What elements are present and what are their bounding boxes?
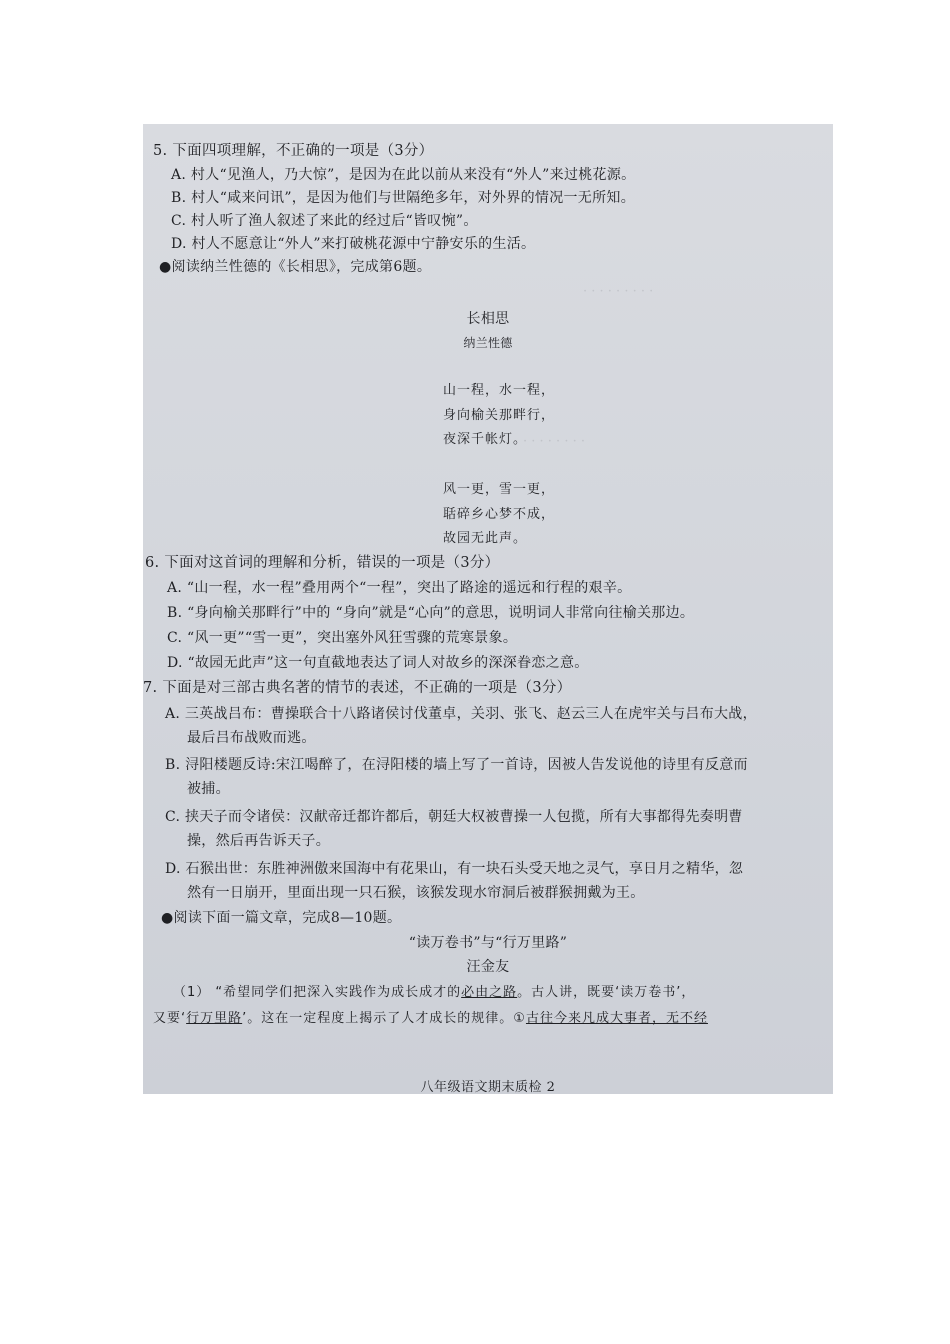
q5-option-d: D. 村人不愿意让“外人”来打破桃花源中宁静安乐的生活。: [171, 236, 536, 252]
text-run: （1） “希望同学们把深入实践作为成长成才的: [173, 985, 462, 1000]
underlined-phrase: 行万里路: [186, 1011, 243, 1026]
text-run: 。古人讲，既要‘读万卷书’，: [517, 985, 696, 1000]
poem-author: 纳兰性德: [463, 336, 513, 350]
q5-option-a: A. 村人“见渔人，乃大惊”，是因为在此以前从来没有“外人”来过桃花源。: [171, 167, 636, 183]
q7-option-b: B. 浔阳楼题反诗:宋江喝醉了，在浔阳楼的墙上写了一首诗，因被人告发说他的诗里有反意而: [165, 757, 748, 773]
text-run: ’。这在一定程度上揭示了人才成长的规律。①: [242, 1011, 526, 1026]
q7-option-c: C. 挟天子而令诸侯：汉献帝迁都许都后，朝廷大权被曹操一人包揽，所有大事都得先奏明曹: [165, 809, 743, 825]
q7-option-d: D. 石猴出世：东胜神洲傲来国海中有花果山，有一块石头受天地之灵气，享日月之精华，忽: [165, 861, 744, 877]
q5-option-c: C. 村人听了渔人叙述了来此的经过后“皆叹惋”。: [171, 213, 478, 229]
article-author: 汪金友: [466, 959, 510, 975]
underlined-sentence: 古往今来凡成大事者，无不经: [525, 1011, 708, 1026]
q6-option-a: A. “山一程，水一程”叠用两个“一程”，突出了路途的遥远和行程的艰辛。: [167, 580, 632, 596]
exam-page: [143, 124, 833, 1094]
q6-option-d: D. “故园无此声”这一句直截地表达了词人对故乡的深深眷恋之意。: [167, 655, 589, 671]
poem-line: 身向榆关那畔行，: [443, 408, 556, 423]
poem-line: 夜深千帐灯。: [443, 432, 528, 447]
article-paragraph-1-line-1: [173, 984, 695, 1002]
poem-title: 长相思: [466, 311, 510, 327]
text-run: 又要‘: [153, 1011, 187, 1026]
q6-option-b: B. “身向榆关那畔行”中的 “身向”就是“心向”的意思，说明词人非常向往榆关那边。: [167, 605, 695, 621]
bleed-through-text: · · · · · · · ·: [523, 434, 585, 449]
poem-line: 故园无此声。: [443, 531, 528, 546]
q7-option-b-cont: 被捕。: [187, 781, 230, 797]
page-footer: 八年级语文期末质检 2: [420, 1080, 556, 1094]
bleed-through-text: · · · · · · · · ·: [583, 284, 654, 299]
poem-line: 风一更，雪一更，: [443, 482, 556, 497]
poem-line: 聒碎乡心梦不成，: [443, 507, 556, 522]
q6-stem: 6. 下面对这首词的理解和分析，错误的一项是（3分）: [145, 555, 500, 571]
q7-option-d-cont: 然有一日崩开，里面出现一只石猴，该猴发现水帘洞后被群猴拥戴为王。: [187, 885, 645, 901]
q7-option-a: A. 三英战吕布：曹操联合十八路诸侯讨伐董卓，关羽、张飞、赵云三人在虎牢关与吕布大战，: [165, 706, 757, 722]
q7-stem: 7. 下面是对三部古典名著的情节的表述，不正确的一项是（3分）: [143, 680, 572, 696]
article-paragraph-1-line-2: [153, 1010, 708, 1028]
q5-option-b: B. 村人“咸来问讯”，是因为他们与世隔绝多年，对外界的情况一无所知。: [171, 190, 636, 206]
poem-line: 山一程，水一程，: [443, 383, 556, 398]
article-title: “读万卷书”与“行万里路”: [408, 935, 568, 951]
underlined-phrase: 必由之路: [461, 985, 518, 1000]
q5-stem: 5. 下面四项理解，不正确的一项是（3分）: [153, 143, 434, 159]
q6-option-c: C. “风一更”“雪一更”，突出塞外风狂雪骤的荒寒景象。: [167, 630, 518, 646]
q7-option-c-cont: 操，然后再告诉天子。: [187, 833, 330, 849]
q7-option-a-cont: 最后吕布战败而逃。: [187, 730, 316, 746]
reading-instruction-article: ●阅读下面一篇文章，完成8—10题。: [161, 910, 402, 926]
reading-instruction-poem: ●阅读纳兰性德的《长相思》，完成第6题。: [159, 259, 432, 275]
